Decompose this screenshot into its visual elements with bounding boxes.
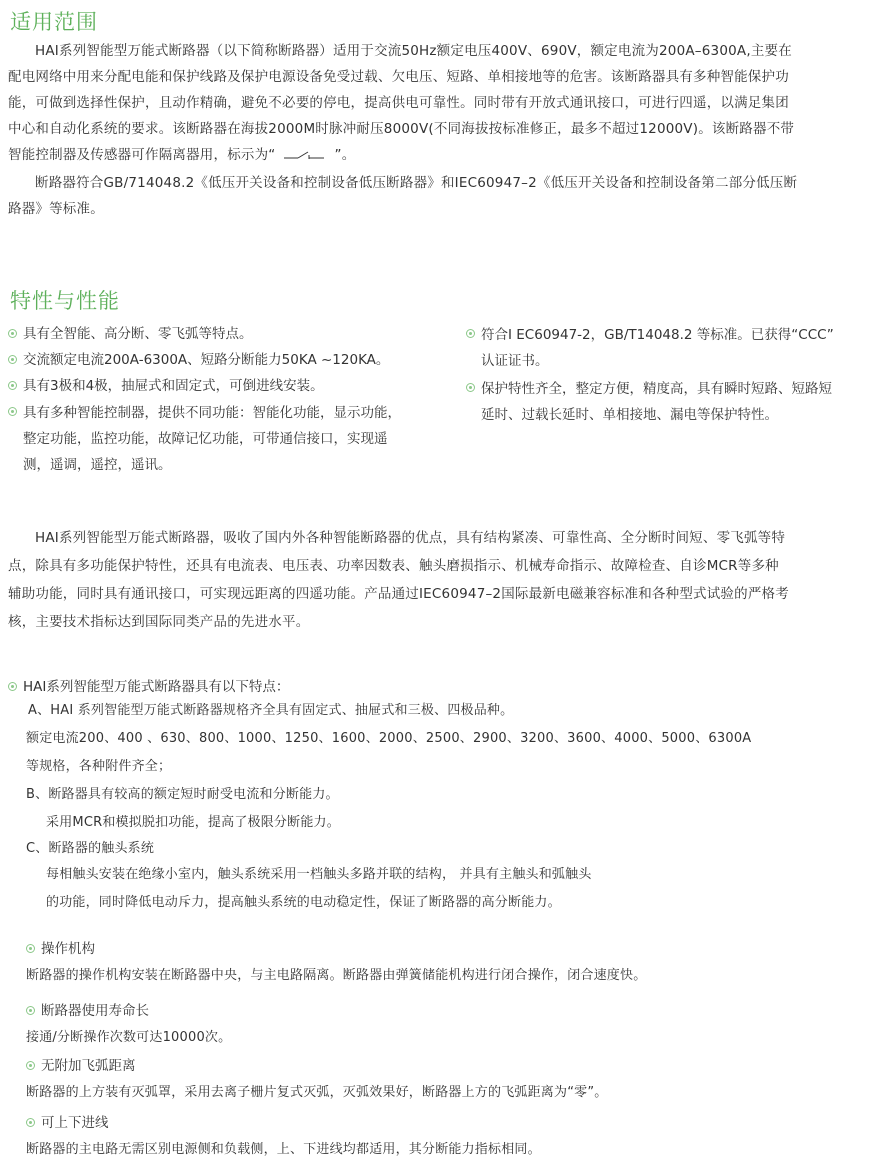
list-item-text: 整定功能，监控功能，故障记忆功能，可带通信接口，实现遥 <box>23 431 388 447</box>
item-title: 断路器使用寿命长 <box>41 1003 149 1019</box>
features-left-column <box>8 322 458 478</box>
ring-bullet-icon <box>8 682 17 691</box>
features-title: HAI系列智能型万能式断路器具有以下特点： <box>23 679 290 695</box>
ring-bullet-icon <box>26 1118 35 1127</box>
item-title-row <box>26 999 149 1023</box>
summary-line: 辅助功能，同时具有通讯接口，可实现远距离的四遥功能。产品通过IEC60947–2国际最新电磁兼容标准和各种型式试验的严格考 <box>8 586 789 602</box>
item-title: 操作机构 <box>41 941 95 957</box>
item-title-row <box>26 1111 109 1135</box>
list-item-text: 交流额定电流200A-6300A、短路分断能力50KA ~120KA。 <box>23 352 390 368</box>
feature-c-line: C、断路器的触头系统 <box>26 841 155 856</box>
item-text: 断路器的操作机构安装在断路器中央，与主电路隔离。断路器由弹簧储能机构进行闭合操作，闭合速度快。 <box>26 968 647 983</box>
feature-a-currents: 额定电流200、400 、630、800、1000、1250、1600、2000、2500、2900、3200、3600、4000、5000、6300A <box>26 731 752 746</box>
item-title-row <box>26 937 95 961</box>
summary-line: HAI系列智能型万能式断路器，吸收了国内外各种智能断路器的优点，具有结构紧凑、可靠性高、全分断时间短、零飞弧等特 <box>35 530 786 546</box>
item-title: 无附加飞弧距离 <box>41 1058 136 1074</box>
ring-bullet-icon <box>26 1006 35 1015</box>
feature-c-sub2: 的功能，同时降低电动斥力，提高触头系统的电动稳定性，保证了断路器的高分断能力。 <box>46 895 561 910</box>
scope-line: 配电网络中用来分配电能和保护线路及保护电源设备免受过载、欠电压、短路、单相接地等的危害。该断路器具有多种智能保护功 <box>8 69 789 85</box>
list-item-text: 具有3极和4极，抽屉式和固定式，可倒进线安装。 <box>23 378 324 394</box>
ring-bullet-icon <box>8 329 17 338</box>
summary-line: 点，除具有多功能保护特性，还具有电流表、电压表、功率因数表、触头磨损指示、机械寿命指示、故障检查、自诊MCR等多种 <box>8 558 779 574</box>
item-text: 接通/分断操作次数可达10000次。 <box>26 1030 232 1045</box>
list-item-text: 认证证书。 <box>481 353 549 369</box>
ring-bullet-icon <box>8 381 17 390</box>
list-item <box>8 400 458 478</box>
list-item-text: 保护特性齐全，整定方便，精度高，具有瞬时短路、短路短 <box>481 381 832 397</box>
features-right-column <box>466 322 884 428</box>
isolator-symbol-icon <box>280 149 330 161</box>
scope-line <box>8 142 882 168</box>
ring-bullet-icon <box>8 407 17 416</box>
scope-paragraph-1 <box>8 38 882 168</box>
feature-b-sub: 采用MCR和模拟脱扣功能，提高了极限分断能力。 <box>46 815 340 830</box>
scope-paragraph-2 <box>8 170 882 222</box>
summary-line: 核，主要技术指标达到国际同类产品的先进水平。 <box>8 614 310 630</box>
scope-line: 中心和自动化系统的要求。该断路器在海拔2000M时脉冲耐压8000V(不同海拔按标准修正，最多不超过12000V)。该断路器不带 <box>8 121 795 137</box>
scope-line: HAI系列智能型万能式断路器（以下简称断路器）适用于交流50Hz额定电压400V、690V，额定电流为200A–6300A,主要在 <box>35 43 792 59</box>
section-heading-features: 特性与性能 <box>10 289 120 313</box>
ring-bullet-icon <box>26 1061 35 1070</box>
feature-c-sub1: 每相触头安装在绝缘小室内，触头系统采用一档触头多路并联的结构， 并具有主触头和弧触头 <box>46 867 592 882</box>
item-title: 可上下进线 <box>41 1115 109 1131</box>
feature-a-tail: 等规格，各种附件齐全； <box>26 759 172 774</box>
list-item-text: 符合I EC60947-2，GB/T14048.2 等标准。已获得“CCC” <box>481 327 834 343</box>
scope-line: 路器》等标准。 <box>8 201 104 217</box>
list-item <box>466 376 884 428</box>
item-text: 断路器的主电路无需区别电源侧和负载侧，上、下进线均都适用，其分断能力指标相同。 <box>26 1142 541 1157</box>
ring-bullet-icon <box>8 355 17 364</box>
scope-line: 能，可做到选择性保护，且动作精确，避免不必要的停电，提高供电可靠性。同时带有开放式通讯接口，可进行四遥，以满足集团 <box>8 95 789 111</box>
list-item <box>466 322 884 374</box>
list-item-text: 具有多种智能控制器，提供不同功能：智能化功能，显示功能， <box>23 405 401 421</box>
list-item-text: 延时、过载长延时、单相接地、漏电等保护特性。 <box>481 407 778 423</box>
item-title-row <box>26 1054 136 1078</box>
feature-b-line: B、断路器具有较高的额定短时耐受电流和分断能力。 <box>26 787 339 802</box>
list-item <box>8 348 458 372</box>
scope-line-suffix: ”。 <box>334 147 356 163</box>
list-item <box>8 374 458 398</box>
list-item-text: 具有全智能、高分断、零飞弧等特点。 <box>23 326 253 342</box>
scope-line: 断路器符合GB/714048.2《低压开关设备和控制设备低压断路器》和IEC60947–2《低压开关设备和控制设备第二部分低压断 <box>35 175 798 191</box>
feature-a-line: A、HAI 系列智能型万能式断路器规格齐全具有固定式、抽屉式和三极、四极品种。 <box>28 703 514 718</box>
scope-line-prefix: 智能控制器及传感器可作隔离器用，标示为“ <box>8 147 276 163</box>
ring-bullet-icon <box>26 944 35 953</box>
ring-bullet-icon <box>466 383 475 392</box>
ring-bullet-icon <box>466 329 475 338</box>
list-item <box>8 322 458 346</box>
summary-paragraph <box>8 524 882 636</box>
list-item-text: 测，遥调，遥控，遥讯。 <box>23 457 172 473</box>
section-heading-scope: 适用范围 <box>10 10 98 34</box>
item-text: 断路器的上方装有灭弧罩，采用去离子栅片复式灭弧，灭弧效果好，断路器上方的飞弧距离为“零”。 <box>26 1085 608 1100</box>
